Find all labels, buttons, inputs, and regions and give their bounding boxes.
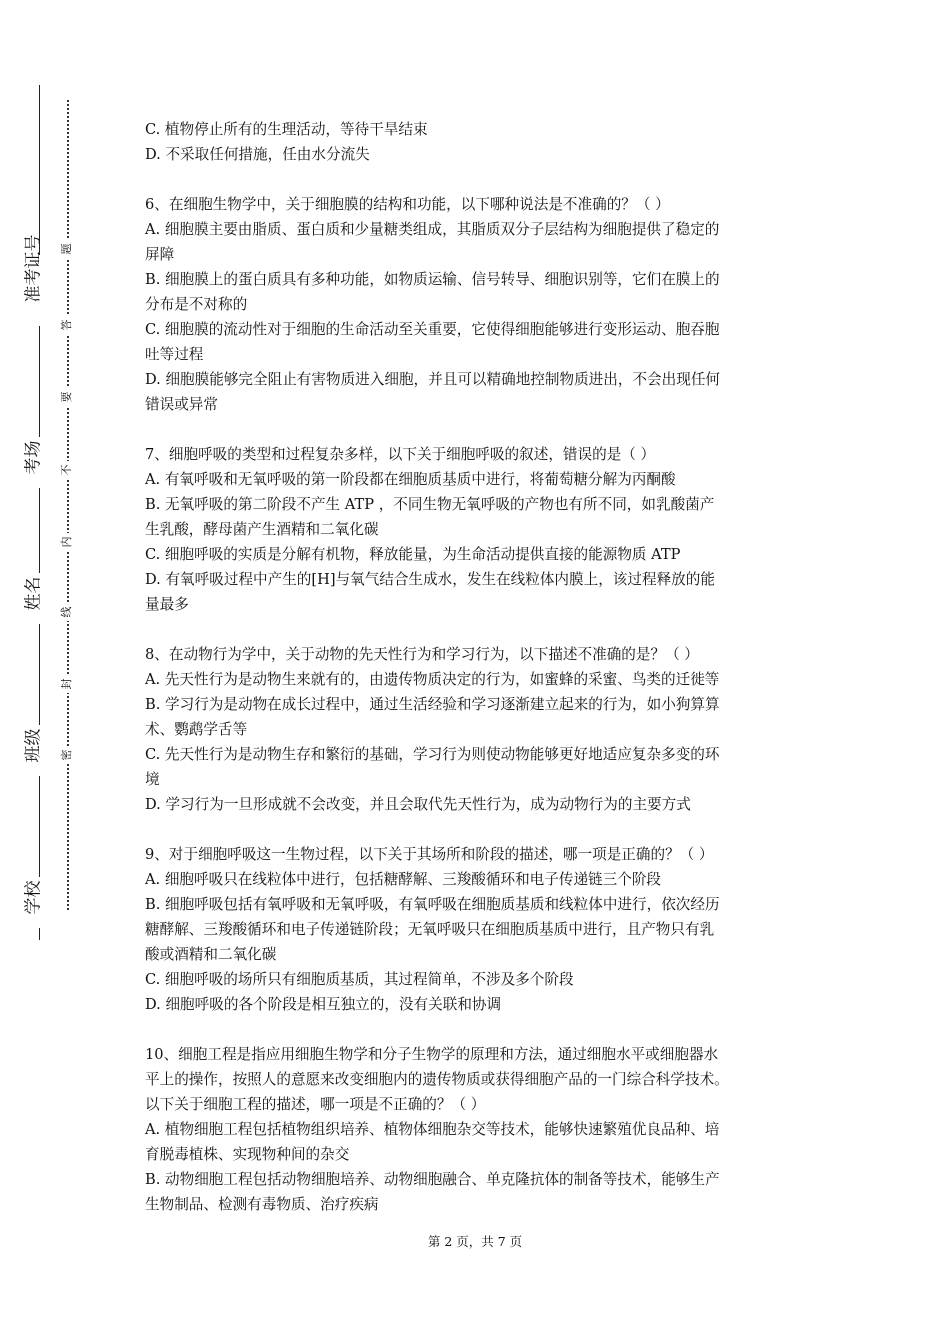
option-b-cont: 生物制品、检测有毒物质、治疗疾病 bbox=[145, 1196, 379, 1213]
seal-char: 线 bbox=[59, 603, 75, 621]
question-5-tail bbox=[145, 117, 810, 167]
binding-label-school: 学校 bbox=[22, 877, 46, 928]
option-c-cont: 境 bbox=[145, 771, 160, 788]
option-c: C. 细胞呼吸的场所只有细胞质基质，其过程简单，不涉及多个阶段 bbox=[145, 971, 574, 988]
question-stem-cont: 以下关于细胞工程的描述，哪一项是不正确的？（ ） bbox=[145, 1096, 486, 1113]
seal-char: 封 bbox=[59, 675, 75, 693]
option-c: C. 先天性行为是动物生存和繁衍的基础，学习行为则使动物能够更好地适应复杂多变的环 bbox=[145, 746, 720, 763]
binding-label-name: 姓名 bbox=[22, 573, 46, 624]
binding-dotted-line bbox=[67, 100, 69, 910]
option-a: A. 植物细胞工程包括植物组织培养、植物体细胞杂交等技术，能够快速繁殖优良品种、培 bbox=[145, 1121, 720, 1138]
option-b: B. 无氧呼吸的第二阶段不产生 ATP ，不同生物无氧呼吸的产物也有所不同，如乳酸菌产 bbox=[145, 496, 715, 513]
question-stem: 7、细胞呼吸的类型和过程复杂多样，以下关于细胞呼吸的叙述，错误的是（ ） bbox=[145, 446, 656, 463]
question-6 bbox=[145, 192, 810, 417]
option-d: D. 不采取任何措施，任由水分流失 bbox=[145, 146, 370, 163]
seal-char: 要 bbox=[59, 388, 75, 406]
option-b: B. 动物细胞工程包括动物细胞培养、动物细胞融合、单克隆抗体的制备等技术，能够生产 bbox=[145, 1171, 720, 1188]
seal-char: 不 bbox=[59, 461, 75, 479]
binding-margin bbox=[0, 0, 110, 1344]
option-b-cont: 生乳酸，酵母菌产生酒精和二氧化碳 bbox=[145, 521, 379, 538]
seal-char: 内 bbox=[59, 533, 75, 551]
option-a: A. 细胞呼吸只在线粒体中进行，包括糖酵解、三羧酸循环和电子传递链三个阶段 bbox=[145, 871, 662, 888]
option-d: D. 有氧呼吸过程中产生的[H]与氧气结合生成水，发生在线粒体内膜上，该过程释放的能 bbox=[145, 571, 715, 588]
option-b: B. 学习行为是动物在成长过程中，通过生活经验和学习逐渐建立起来的行为，如小狗算算 bbox=[145, 696, 720, 713]
option-b: B. 细胞膜上的蛋白质具有多种功能，如物质运输、信号转导、细胞识别等，它们在膜上的 bbox=[145, 271, 720, 288]
question-9 bbox=[145, 842, 810, 1017]
option-a: A. 先天性行为是动物生来就有的，由遗传物质决定的行为，如蜜蜂的采蜜、鸟类的迁徙等 bbox=[145, 671, 720, 688]
page-number: 第 2 页，共 7 页 bbox=[427, 1234, 523, 1249]
option-b-cont: 术、鹦鹉学舌等 bbox=[145, 721, 248, 738]
question-stem: 8、在动物行为学中，关于动物的先天性行为和学习行为，以下描述不准确的是？（ ） bbox=[145, 646, 699, 663]
option-c: C. 植物停止所有的生理活动，等待干旱结束 bbox=[145, 121, 428, 138]
question-stem: 10、细胞工程是指应用细胞生物学和分子生物学的原理和方法，通过细胞水平或细胞器水 bbox=[145, 1046, 719, 1063]
binding-label-exam-number: 准考证号 bbox=[22, 255, 46, 326]
question-10 bbox=[145, 1042, 810, 1217]
option-a: A. 细胞膜主要由脂质、蛋白质和少量糖类组成，其脂质双分子层结构为细胞提供了稳定的 bbox=[145, 221, 720, 238]
question-7 bbox=[145, 442, 810, 617]
option-d: D. 细胞膜能够完全阻止有害物质进入细胞，并且可以精确地控制物质进出，不会出现任何 bbox=[145, 371, 721, 388]
option-d: D. 细胞呼吸的各个阶段是相互独立的，没有关联和协调 bbox=[145, 996, 502, 1013]
binding-label-exam-room: 考场 bbox=[22, 437, 46, 488]
option-a-cont: 屏障 bbox=[145, 246, 175, 263]
option-a: A. 有氧呼吸和无氧呼吸的第一阶段都在细胞质基质中进行，将葡萄糖分解为丙酮酸 bbox=[145, 471, 676, 488]
binding-solid-line bbox=[39, 85, 40, 940]
question-stem: 6、在细胞生物学中，关于细胞膜的结构和功能，以下哪种说法是不准确的？（ ） bbox=[145, 196, 670, 213]
option-d-cont: 量最多 bbox=[145, 596, 189, 613]
option-b-cont: 酸或酒精和二氧化碳 bbox=[145, 946, 277, 963]
option-b-cont: 分布是不对称的 bbox=[145, 296, 248, 313]
option-c: C. 细胞膜的流动性对于细胞的生命活动至关重要，它使得细胞能够进行变形运动、胞吞胞 bbox=[145, 321, 720, 338]
question-stem: 9、对于细胞呼吸这一生物过程，以下关于其场所和阶段的描述，哪一项是正确的？（ ） bbox=[145, 846, 714, 863]
option-b-cont: 糖酵解、三羧酸循环和电子传递链阶段；无氧呼吸只在细胞质基质中进行，且产物只有乳 bbox=[145, 921, 715, 938]
option-c: C. 细胞呼吸的实质是分解有机物，释放能量，为生命活动提供直接的能源物质 ATP bbox=[145, 546, 681, 563]
seal-char: 密 bbox=[59, 746, 75, 764]
question-content bbox=[145, 117, 810, 1242]
seal-char: 答 bbox=[59, 316, 75, 334]
option-d: D. 学习行为一旦形成就不会改变，并且会取代先天性行为，成为动物行为的主要方式 bbox=[145, 796, 691, 813]
binding-label-class: 班级 bbox=[22, 725, 46, 776]
option-a-cont: 育脱毒植株、实现物种间的杂交 bbox=[145, 1146, 350, 1163]
option-c-cont: 吐等过程 bbox=[145, 346, 204, 363]
option-b: B. 细胞呼吸包括有氧呼吸和无氧呼吸，有氧呼吸在细胞质基质和线粒体中进行，依次经历 bbox=[145, 896, 720, 913]
seal-char: 题 bbox=[59, 240, 75, 258]
question-8 bbox=[145, 642, 810, 817]
option-d-cont: 错误或异常 bbox=[145, 396, 218, 413]
question-stem-cont: 平上的操作，按照人的意愿来改变细胞内的遗传物质或获得细胞产品的一门综合科学技术。 bbox=[145, 1071, 729, 1088]
